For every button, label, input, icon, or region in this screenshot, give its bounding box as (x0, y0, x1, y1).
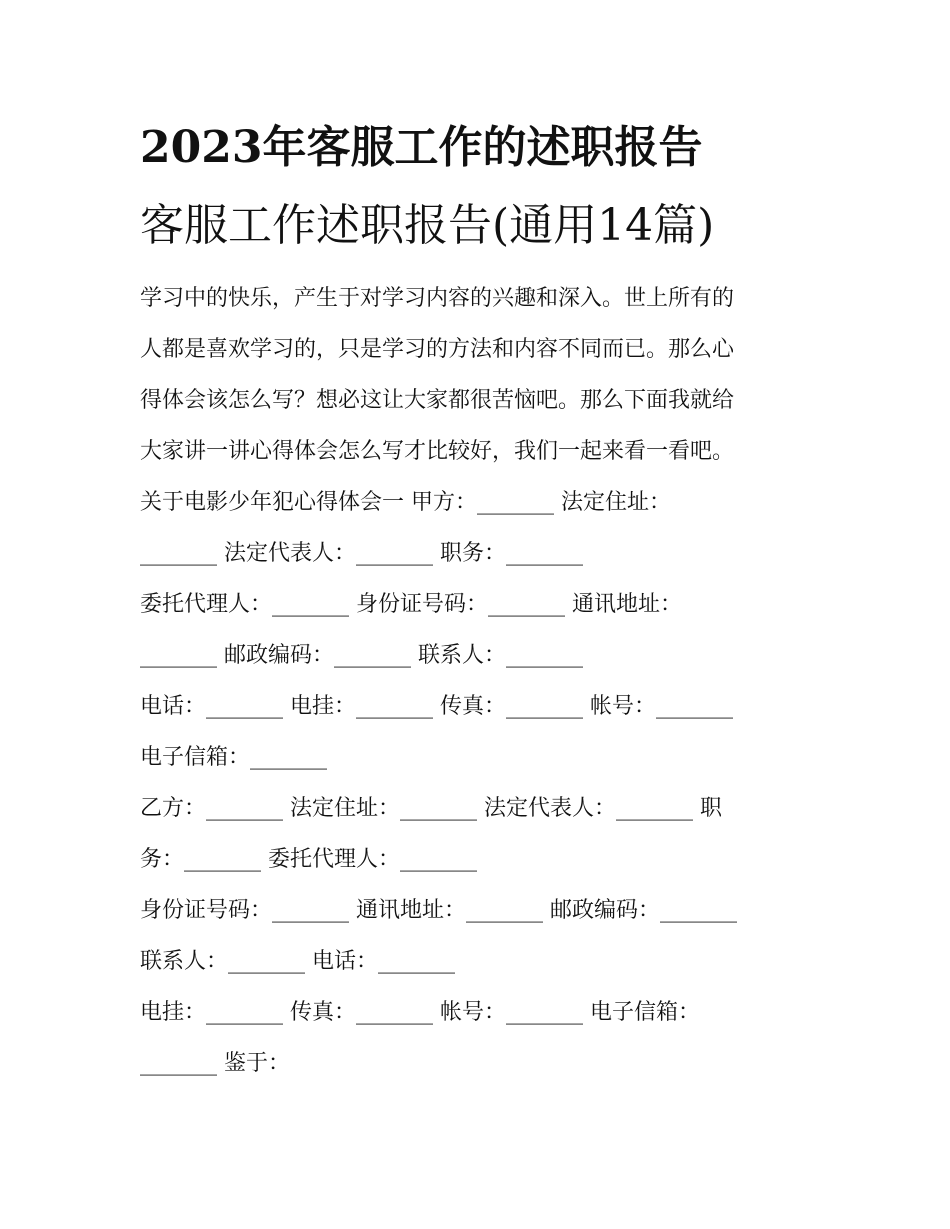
body-line: _______ 鉴于： (140, 1051, 290, 1076)
body-line: 务：_______ 委托代理人：_______ (140, 847, 477, 872)
body-line: 电话：_______ 电挂：_______ 传真：_______ 帐号：_______ (140, 694, 733, 719)
body-line: 委托代理人：_______ 身份证号码：_______ 通讯地址： (140, 592, 682, 617)
body-line: 乙方：_______ 法定住址：_______ 法定代表人：_______ 职 (140, 796, 722, 821)
body-line: 身份证号码：_______ 通讯地址：_______ 邮政编码：_______ (140, 898, 737, 923)
body-line: 学习中的快乐，产生于对学习内容的兴趣和深入。世上所有的 (140, 286, 735, 311)
body-line: _______ 邮政编码：_______ 联系人：_______ (140, 643, 583, 668)
title-line-2: 客服工作述职报告(通用14篇) (140, 200, 715, 251)
body-line: 得体会该怎么写？想必这让大家都很苦恼吧。那么下面我就给 (140, 388, 735, 413)
body-line: 人都是喜欢学习的，只是学习的方法和内容不同而已。那么心 (140, 337, 735, 362)
title-line-1: 2023年客服工作的述职报告 (140, 122, 703, 173)
body-line: _______ 法定代表人：_______ 职务：_______ (140, 541, 583, 566)
body-line: 联系人：_______ 电话：_______ (140, 949, 455, 974)
body-line: 大家讲一讲心得体会怎么写才比较好，我们一起来看一看吧。 (140, 439, 735, 464)
body-line: 电挂：_______ 传真：_______ 帐号：_______ 电子信箱： (140, 1000, 700, 1025)
body-line: 电子信箱：_______ (140, 745, 328, 770)
body-line: 关于电影少年犯心得体会一 甲方：_______ 法定住址： (140, 490, 671, 515)
